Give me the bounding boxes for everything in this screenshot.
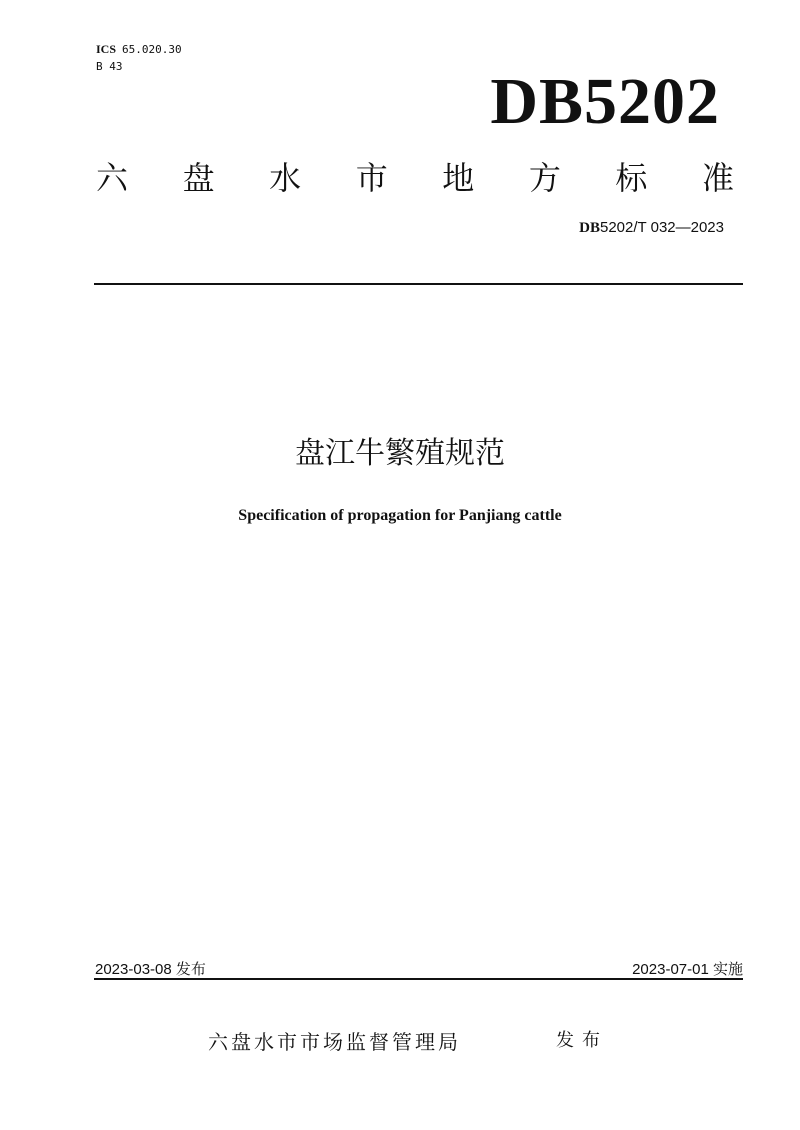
standard-type-char: 方 bbox=[528, 159, 561, 197]
classification-code: B 43 bbox=[96, 60, 123, 73]
standard-type-char: 盘 bbox=[182, 159, 215, 197]
standard-type-char: 地 bbox=[442, 159, 475, 197]
header-divider bbox=[94, 283, 743, 285]
document-title-chinese: 盘江牛繁殖规范 bbox=[295, 436, 505, 471]
standard-type-char: 市 bbox=[355, 159, 388, 197]
footer-divider bbox=[94, 978, 743, 980]
standard-type bbox=[96, 156, 734, 200]
publish-date: 2023-03-08 发布 bbox=[95, 961, 206, 978]
standard-type-char: 水 bbox=[269, 159, 302, 197]
standard-number-rest: 5202/T 032—2023 bbox=[600, 219, 724, 236]
standard-code: DB5202 bbox=[490, 65, 720, 138]
issue-label: 发布 bbox=[556, 1030, 608, 1051]
ics-line bbox=[96, 42, 182, 57]
ics-value: 65.020.30 bbox=[122, 43, 182, 56]
standard-type-char: 标 bbox=[615, 159, 648, 197]
document-title-english: Specification of propagation for Panjiang cattle bbox=[238, 507, 562, 524]
ics-label: ICS bbox=[96, 42, 117, 56]
standard-number-prefix: DB bbox=[579, 220, 600, 236]
issuing-authority: 六盘水市市场监督管理局 bbox=[208, 1030, 461, 1054]
standard-type-char: 六 bbox=[96, 159, 129, 197]
standard-number bbox=[579, 217, 724, 238]
standard-type-char: 准 bbox=[701, 159, 734, 197]
implement-date: 2023-07-01 实施 bbox=[632, 961, 743, 978]
